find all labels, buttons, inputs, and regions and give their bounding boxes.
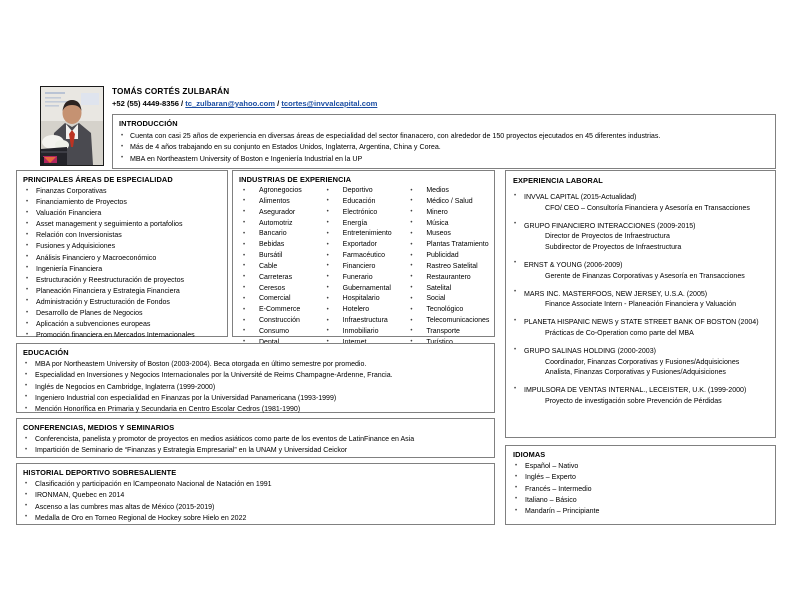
- historial-deportivo-section: [16, 463, 495, 525]
- phone-number: +52 (55) 4449-8356: [112, 99, 179, 108]
- industrias-column-2: [323, 186, 407, 349]
- experience-entry: [513, 386, 770, 407]
- experience-entry: [513, 222, 770, 254]
- areas-especialidad-section: [16, 170, 228, 340]
- list-item: • Agronegocios: [239, 186, 323, 197]
- experience-company: • GRUPO SALINAS HOLDING (2000-2003): [524, 348, 656, 356]
- conferencias-section: [16, 418, 495, 458]
- contact-separator-2: /: [274, 99, 282, 108]
- industrias-experiencia-section: [232, 170, 495, 337]
- list-item: • Música: [406, 219, 490, 230]
- list-item: • Impartición de Seminario de “Finanzas y Estrategia Empresarial” en la UNAM y Universidad Ceickor: [23, 445, 489, 456]
- experience-role: Director de Proyectos de Infraestructura: [545, 233, 670, 241]
- experience-entry: [513, 193, 770, 214]
- conferencias-list: [23, 434, 489, 457]
- list-item: • Museos: [406, 229, 490, 240]
- introduccion-list: [119, 131, 769, 165]
- industrias-columns: [239, 186, 490, 349]
- list-item: • Especialidad en Inversiones y Negocios Internacionales por la Université de Reims Champagne-Ardenne, Francia.: [23, 370, 489, 381]
- experience-role: CFO/ CEO – Consultoría Financiera y Asesoría en Transacciones: [545, 204, 750, 212]
- industrias-column-3: [406, 186, 490, 349]
- experience-company: • PLANETA HISPANIC NEWS y STATE STREET BANK OF BOSTON (2004): [524, 319, 759, 327]
- page-title: TOMÁS CORTÉS ZULBARÁN: [112, 87, 230, 96]
- industrias-list-1: [239, 186, 323, 349]
- list-item: • Inglés – Experto: [513, 472, 770, 483]
- list-item: • Satelital: [406, 284, 490, 295]
- list-item: • Electrónico: [323, 208, 407, 219]
- list-item: • Medios: [406, 186, 490, 197]
- header: [40, 86, 776, 169]
- experience-entry: [513, 290, 770, 311]
- list-item: • Ingeniería Financiera: [23, 264, 222, 275]
- idiomas-title: IDIOMAS: [513, 450, 546, 459]
- list-item: • Finanzas Corporativas: [23, 186, 222, 197]
- list-item: • Gubernamental: [323, 284, 407, 295]
- areas-especialidad-title: PRINCIPALES ÁREAS DE ESPECIALIDAD: [23, 175, 173, 184]
- list-item: • Educación: [323, 197, 407, 208]
- experience-company: • IMPULSORA DE VENTAS INTERNAL., LECEISTER, U.K. (1999-2000): [524, 387, 747, 395]
- list-item: • Plantas Tratamiento: [406, 240, 490, 251]
- experiencia-laboral-section: [505, 170, 776, 438]
- list-item: • Social: [406, 294, 490, 305]
- list-item: • Cable: [239, 262, 323, 273]
- list-item: • Mandarín – Principiante: [513, 506, 770, 517]
- conferencias-title: CONFERENCIAS, MEDIOS Y SEMINARIOS: [23, 423, 175, 432]
- educacion-title: EDUCACIÓN: [23, 348, 69, 357]
- list-item: • Financiero: [323, 262, 407, 273]
- experience-company: • MARS INC. MASTERFOOS, NEW JERSEY, U.S.A. (2005): [524, 290, 708, 298]
- experience-role: Analista, Finanzas Corporativas y Fusiones/Adquisiciones: [545, 369, 726, 377]
- list-item: • Bebidas: [239, 240, 323, 251]
- list-item: • Minero: [406, 208, 490, 219]
- list-item: • Transporte: [406, 327, 490, 338]
- industrias-list-2: [323, 186, 407, 349]
- list-item: • Administración y Estructuración de Fondos: [23, 297, 222, 308]
- experience-role: Prácticas de Co-Operation como parte del MBA: [545, 329, 694, 337]
- list-item: • Infraestructura: [323, 316, 407, 327]
- list-item: • Italiano – Básico: [513, 495, 770, 506]
- list-item: • Restaurantero: [406, 273, 490, 284]
- historial-deportivo-title: HISTORIAL DEPORTIVO SOBRESALIENTE: [23, 468, 177, 477]
- list-item: • Ascenso a las cumbres mas altas de México (2015-2019): [23, 502, 489, 513]
- list-item: • Fusiones y Adquisiciones: [23, 241, 222, 252]
- list-item: • Publicidad: [406, 251, 490, 262]
- list-item: • Clasificación y participación en lCampeonato Nacional de Natación en 1991: [23, 479, 489, 490]
- list-item: • Comercial: [239, 294, 323, 305]
- experience-role: Subdirector de Proyectos de Infraestructura: [545, 243, 682, 251]
- idiomas-list: [513, 461, 770, 517]
- experience-company: • ERNST & YOUNG (2006-2009): [524, 261, 623, 269]
- educacion-list: [23, 359, 489, 415]
- list-item: • Farmacéutico: [323, 251, 407, 262]
- list-item: • Ingeniero Industrial con especialidad en Finanzas por la Universidad Panamericana (1993-1999): [23, 393, 489, 404]
- list-item: • Planeación Financiera y Estrategia Financiera: [23, 286, 222, 297]
- list-item: • MBA por Northeastern University of Boston (2003-2004). Beca otorgada en último semestre por promedio.: [23, 359, 489, 370]
- experience-company: • GRUPO FINANCIERO INTERACCIONES (2009-2015): [524, 222, 696, 230]
- list-item: • Mención Honorífica en Primaria y Secundaria en Centro Escolar Cedros (1981-1990): [23, 404, 489, 415]
- list-item: • Desarrollo de Planes de Negocios: [23, 308, 222, 319]
- list-item: • Cuenta con casi 25 años de experiencia en diversas áreas de especialidad del sector finanacero, con alrededor de 150 proyectos ejecutados en 45 diferentes industrias.: [119, 131, 769, 142]
- list-item: • Consumo: [239, 327, 323, 338]
- experience-entry: [513, 318, 770, 339]
- list-item: • Financiamiento de Proyectos: [23, 197, 222, 208]
- experience-entry: [513, 347, 770, 379]
- list-item: • Más de 4 años trabajando en su conjunto en Estados Unidos, Inglaterra, Argentina, China y Corea.: [119, 142, 769, 153]
- educacion-section: [16, 343, 495, 413]
- list-item: • Inglés de Negocios en Cambridge, Inglaterra (1999-2000): [23, 382, 489, 393]
- list-item: • Asegurador: [239, 208, 323, 219]
- list-item: • Bancario: [239, 229, 323, 240]
- experience-role: Coordinador, Finanzas Corporativas y Fusiones/Adquisiciones: [545, 358, 740, 366]
- header-text-block: [112, 86, 776, 169]
- list-item: • Ceresos: [239, 284, 323, 295]
- areas-especialidad-list: [23, 186, 222, 341]
- list-item: • Español – Nativo: [513, 461, 770, 472]
- list-item: • Relación con Inversionistas: [23, 230, 222, 241]
- introduccion-section: [112, 114, 776, 169]
- list-item: • Exportador: [323, 240, 407, 251]
- industrias-list-3: [406, 186, 490, 349]
- list-item: • Hospitalario: [323, 294, 407, 305]
- list-item: • Asset management y seguimiento a portafolios: [23, 219, 222, 230]
- list-item: • Construcción: [239, 316, 323, 327]
- list-item: • Promoción financiera en Mercados Internacionales: [23, 330, 222, 341]
- list-item: • Valuación Financiera: [23, 208, 222, 219]
- list-item: • Energía: [323, 219, 407, 230]
- list-item: • Francés – Intermedio: [513, 484, 770, 495]
- experiencia-laboral-list: [513, 193, 770, 408]
- experience-entry: [513, 261, 770, 282]
- list-item: • Análisis Financiero y Macroeconómico: [23, 253, 222, 264]
- contact-separator-1: /: [178, 99, 186, 108]
- list-item: • Deportivo: [323, 186, 407, 197]
- list-item: • Inmobiliario: [323, 327, 407, 338]
- list-item: • Conferencista, panelista y promotor de proyectos en medios asiáticos como parte de los eventos de LatinFinance en Asia: [23, 434, 489, 445]
- list-item: • Bursátil: [239, 251, 323, 262]
- experience-role: Finance Associate Intern - Planeación Financiera y Valuación: [545, 301, 737, 309]
- experience-role: Gerente de Finanzas Corporativas y Asesoría en Transacciones: [545, 272, 745, 280]
- list-item: • Funerario: [323, 273, 407, 284]
- list-item: • Automotriz: [239, 219, 323, 230]
- list-item: • Hotelero: [323, 305, 407, 316]
- email-link-work[interactable]: tcortes@invvalcapital.com: [281, 99, 378, 108]
- industrias-experiencia-title: INDUSTRIAS DE EXPERIENCIA: [239, 175, 352, 184]
- introduccion-title: INTRODUCCIÓN: [119, 119, 178, 128]
- avatar: [40, 86, 104, 166]
- list-item: • Estructuración y Reestructuración de proyectos: [23, 275, 222, 286]
- list-item: • Médico / Salud: [406, 197, 490, 208]
- list-item: • E-Commerce: [239, 305, 323, 316]
- email-link-personal[interactable]: tc_zulbaran@yahoo.com: [185, 99, 275, 108]
- list-item: • Aplicación a subvenciones europeas: [23, 319, 222, 330]
- list-item: • MBA en Northeastern University of Boston e Ingeniería Industrial en la UP: [119, 154, 769, 165]
- contact-line: [112, 98, 776, 110]
- experiencia-laboral-title: EXPERIENCIA LABORAL: [513, 176, 603, 185]
- experience-role: Proyecto de investigación sobre Prevención de Pérdidas: [545, 397, 722, 405]
- historial-deportivo-list: [23, 479, 489, 524]
- experience-company: • INVVAL CAPITAL (2015-Actualidad): [524, 194, 637, 201]
- list-item: • Alimentos: [239, 197, 323, 208]
- list-item: • Telecomunicaciones: [406, 316, 490, 327]
- list-item: • Entretenimiento: [323, 229, 407, 240]
- list-item: • Rastreo Satelital: [406, 262, 490, 273]
- industrias-column-1: [239, 186, 323, 349]
- list-item: • Medalla de Oro en Torneo Regional de Hockey sobre Hielo en 2022: [23, 513, 489, 524]
- list-item: • Tecnológico: [406, 305, 490, 316]
- portrait-photo-icon: [41, 87, 103, 165]
- list-item: • Carreteras: [239, 273, 323, 284]
- idiomas-section: [505, 445, 776, 525]
- list-item: • IRONMAN, Quebec en 2014: [23, 490, 489, 501]
